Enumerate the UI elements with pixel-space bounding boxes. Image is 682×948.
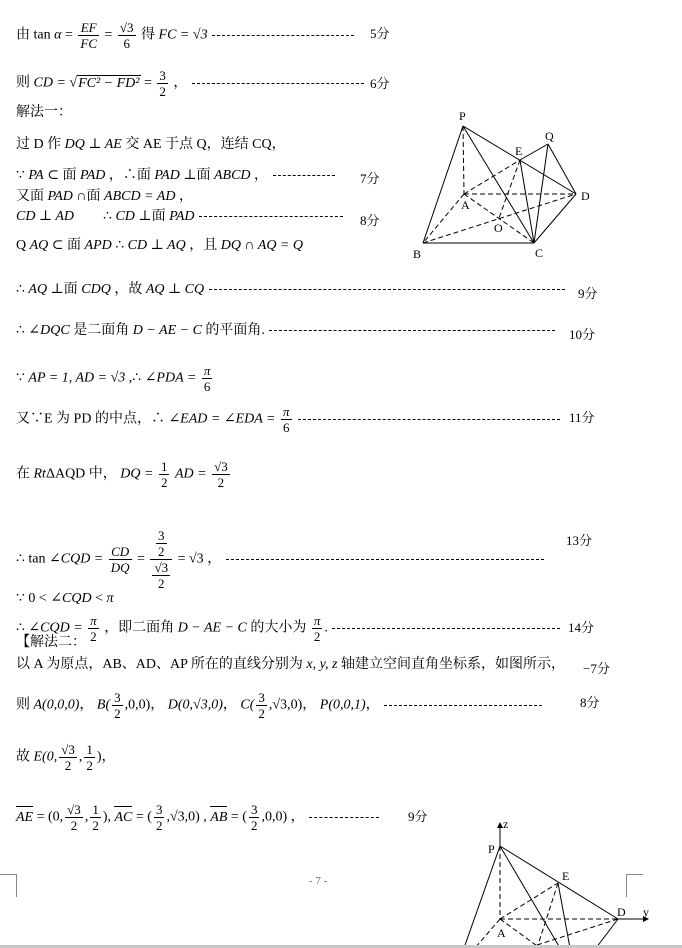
text: tan xyxy=(33,27,51,43)
text: ，故 xyxy=(114,282,143,297)
text: 过 D 作 xyxy=(16,137,62,152)
edge-PA xyxy=(463,126,464,194)
edge-AB xyxy=(423,194,464,243)
label-Q: Q xyxy=(545,129,554,143)
label-A: A xyxy=(461,198,470,212)
text: = xyxy=(137,551,145,567)
math: ∠CQD xyxy=(50,591,92,606)
fraction-3-2: $\frac{3}{2}$ xyxy=(258,690,265,721)
label-z: z xyxy=(503,817,509,831)
dash-leader xyxy=(298,419,560,420)
text: ， xyxy=(173,75,188,91)
text: < xyxy=(95,591,104,606)
fraction-3-2: $\frac{3}{2}$ xyxy=(250,802,258,833)
fraction-ef-fc: $\frac{EF}{FC}$ xyxy=(80,20,97,51)
label-D: D xyxy=(617,905,626,919)
line-16: ∴ ∠CQD = $\frac{\pi}{2}$ ，即二面角 D − AE − C 的大小为 $\frac{\pi}{2}$ . xyxy=(16,613,561,644)
point-B: B( xyxy=(96,697,111,713)
label-P: P xyxy=(488,842,495,856)
edge-PB xyxy=(464,846,500,948)
edge-PB xyxy=(423,126,463,243)
edge-QD xyxy=(548,144,576,194)
text: ,∴ xyxy=(128,370,142,386)
line-14 xyxy=(16,528,545,591)
line-6 xyxy=(16,188,193,206)
text: ∵ xyxy=(16,370,25,386)
math: α xyxy=(54,27,62,43)
fraction-1-2: $\frac{1}{2}$ xyxy=(160,459,168,490)
math: π xyxy=(106,591,114,606)
line-2 xyxy=(16,68,365,99)
line-4 xyxy=(16,136,286,154)
math: CD ⊥ AD xyxy=(16,209,75,224)
fraction-sqrt3-6: $\frac{√3}{6}$ xyxy=(119,20,134,51)
fraction-sqrt3-2: $\frac{√3}{2}$ xyxy=(67,802,81,833)
line-18 xyxy=(16,656,565,674)
edge-EC xyxy=(558,883,570,948)
line-15 xyxy=(16,590,114,608)
fraction-1-2: $\frac{1}{2}$ xyxy=(92,802,99,833)
text: Q xyxy=(16,238,27,253)
fraction-pi-6: $\frac{\pi}{6}$ xyxy=(203,363,211,394)
line-5 xyxy=(16,167,336,185)
score-8b: 8分 xyxy=(580,695,600,710)
text: 交 AE 于点 Q，连结 CQ， xyxy=(125,137,286,152)
text: 又面 xyxy=(16,189,44,204)
text: ⊥面 xyxy=(50,282,78,297)
fraction-sqrt3-2: $\frac{√3}{2}$ xyxy=(61,742,75,773)
math: ABCD xyxy=(213,168,251,183)
text: 又∵E 为 PD 的中点，∴ xyxy=(16,411,165,427)
math: PA xyxy=(28,168,44,183)
math: ∠CQD = xyxy=(28,620,83,636)
label-E: E xyxy=(562,869,570,883)
text: 故 xyxy=(16,749,30,765)
fraction-cd-dq: $\frac{CD}{DQ}$ xyxy=(110,544,130,575)
text: ∵ xyxy=(16,168,25,183)
math: ∠PDA = xyxy=(144,370,197,386)
score-9: 9分 xyxy=(578,286,598,301)
dash-leader xyxy=(273,175,335,176)
text: = xyxy=(104,27,113,43)
math: AQ xyxy=(28,282,48,297)
math: ∠CQD = xyxy=(49,551,104,567)
line-21: AE = (0, $\frac{√3}{2}$ , $\frac{1}{2}$ ), AC = ( $\frac{3}{2}$ ,√3,0) , AB = ( $\frac{3}{2}$ ,0,0) ， xyxy=(16,802,380,833)
math: AP = 1, AD = √3 xyxy=(28,370,126,386)
score-6: 6分 xyxy=(370,76,390,91)
math: AQ xyxy=(29,238,49,253)
edge-EQ xyxy=(520,144,548,160)
fraction-1-2: $\frac{1}{2}$ xyxy=(86,742,93,773)
coordinate-figure-2 xyxy=(440,810,682,948)
math: ∠DQC xyxy=(28,323,70,338)
dash-leader xyxy=(209,289,565,290)
score-11: 11分 xyxy=(569,410,595,425)
math: CD xyxy=(115,209,135,224)
point-C: C( xyxy=(240,697,255,713)
text: ΔAQD 中， xyxy=(45,466,117,482)
text: ， xyxy=(254,168,269,183)
text: 轴建立空间直角坐标系，如图所示， xyxy=(341,657,565,672)
edge-EO xyxy=(537,883,558,948)
edge-BD xyxy=(423,194,576,243)
text: 的大小为 xyxy=(250,620,307,636)
dash-leader xyxy=(192,83,364,84)
complex-fraction: $\frac{\frac{3}{2}}{\frac{√3}{2}}$ xyxy=(150,528,172,591)
method-two-heading: 【解法二： xyxy=(16,635,86,650)
fraction-pi-2: $\frac{\pi}{2}$ xyxy=(313,613,321,644)
score-10: 10分 xyxy=(569,327,596,342)
text: 以 A 为原点，AB、AD、AP 所在的直线分别为 xyxy=(16,657,303,672)
math: CD = xyxy=(33,75,66,91)
label-A: A xyxy=(497,926,506,940)
text: ⊥面 xyxy=(183,168,211,183)
edge-DC xyxy=(596,919,618,948)
fraction-3-2: $\frac{3}{2}$ xyxy=(155,802,163,833)
edge-AE xyxy=(500,883,558,919)
math: PAD xyxy=(79,168,106,183)
text: 在 xyxy=(16,466,30,482)
edge-BD xyxy=(537,919,618,945)
text: ∴ tan xyxy=(16,551,46,567)
fraction-sqrt3-2: $\frac{√3}{2}$ xyxy=(214,459,228,490)
label-P: P xyxy=(459,109,466,123)
math: Rt xyxy=(33,466,46,482)
score-13: 13分 xyxy=(566,533,593,548)
text: = xyxy=(144,75,152,91)
math: PAD xyxy=(47,189,73,204)
score-8: 8分 xyxy=(360,213,380,228)
math: D − AE − C xyxy=(177,620,247,636)
math: CD ⊥ AQ xyxy=(127,238,186,253)
math: x, y, z xyxy=(306,657,338,672)
edge-AE xyxy=(464,160,520,194)
point-A: A(0,0,0) xyxy=(33,697,80,713)
vector-AC: AC xyxy=(114,809,133,825)
text: ， xyxy=(178,189,193,204)
text: = xyxy=(64,27,73,43)
math: DQ ⊥ AE xyxy=(64,137,122,152)
text: ， xyxy=(207,551,222,567)
text: ⊥面 xyxy=(138,209,166,224)
page-number: - 7 - xyxy=(309,875,328,887)
vector-AE: AE xyxy=(16,809,34,825)
line-1 xyxy=(16,20,355,51)
edge-AC xyxy=(500,919,540,948)
point-P: P(0,0,1) xyxy=(319,697,366,713)
text: ∴ xyxy=(16,282,25,297)
line-19: 则 A(0,0,0)， B( $\frac{3}{2}$ ,0,0)， D(0,√3,0)， C( $\frac{3}{2}$ ,√3,0)， P(0,0,1)， xyxy=(16,690,543,721)
math: PAD xyxy=(154,168,180,183)
math: AD = xyxy=(174,466,207,482)
math: ∠EAD = ∠EDA = xyxy=(168,411,276,427)
text: 是二面角 xyxy=(73,323,130,338)
text: ，∴面 xyxy=(108,168,151,183)
method-one-heading: 解法一： xyxy=(16,105,72,120)
score-9b: 9分 xyxy=(408,809,428,824)
text: 得 xyxy=(141,27,156,43)
text: ⊂ 面 xyxy=(51,238,82,253)
line-13 xyxy=(16,459,232,490)
math: D − AE − C xyxy=(132,323,202,338)
point-D: D(0,√3,0) xyxy=(167,697,223,713)
fraction-3-2: $\frac{3}{2}$ xyxy=(114,690,121,721)
edge-AC xyxy=(464,194,534,243)
label-E: E xyxy=(515,144,523,158)
text: 的平面角. xyxy=(205,323,265,338)
text: ∴ xyxy=(103,209,112,224)
text: ∩面 xyxy=(76,189,101,204)
score-7b: −7分 xyxy=(583,661,610,676)
fraction-pi-6: $\frac{\pi}{6}$ xyxy=(282,404,290,435)
edge-PC xyxy=(500,846,560,948)
math: DQ ∩ AQ = Q xyxy=(220,238,304,253)
label-C: C xyxy=(535,246,544,260)
text: ∴ xyxy=(16,620,25,636)
label-y: y xyxy=(643,905,649,919)
math: PAD xyxy=(169,209,195,224)
sqrt-expression: √FC² − FD² xyxy=(69,75,140,91)
dash-leader xyxy=(226,559,544,560)
text: ∵ 0 < xyxy=(16,591,47,606)
label-B: B xyxy=(413,247,422,261)
fraction-pi-2: $\frac{\pi}{2}$ xyxy=(90,613,97,644)
vector-AB: AB xyxy=(210,809,228,825)
math: = √3 xyxy=(177,551,204,567)
fraction-3-2: $\frac{3}{2}$ xyxy=(159,68,166,99)
point-E: E(0, xyxy=(33,749,58,765)
pyramid-figure-1 xyxy=(405,100,605,270)
line-7 xyxy=(16,208,344,226)
math: FC = √3 xyxy=(158,27,208,43)
page-corner-mark-left xyxy=(0,874,17,897)
line-10 xyxy=(16,322,556,340)
score-14: 14分 xyxy=(568,620,595,635)
text: ，且 xyxy=(189,238,218,253)
dash-leader xyxy=(309,817,379,818)
line-9 xyxy=(16,281,566,299)
line-11 xyxy=(16,363,214,394)
dash-leader xyxy=(269,330,555,331)
math: DQ = xyxy=(120,466,154,482)
line-12 xyxy=(16,404,561,435)
text: ∴ xyxy=(16,323,25,338)
dash-leader xyxy=(384,705,542,706)
text: 则 xyxy=(16,75,30,91)
text: 由 xyxy=(16,27,30,43)
line-8 xyxy=(16,237,303,255)
math: CDQ xyxy=(81,282,111,297)
line-20: 故 E(0, $\frac{√3}{2}$ , $\frac{1}{2}$ )， xyxy=(16,742,116,773)
text: ，即二面角 xyxy=(104,620,175,636)
math: ABCD = AD xyxy=(104,189,176,204)
text: 则 xyxy=(16,697,30,713)
edge-EO xyxy=(499,160,520,218)
score-5: 5分 xyxy=(370,26,390,41)
text: ⊂ 面 xyxy=(47,168,77,183)
dash-leader xyxy=(332,628,560,629)
label-D: D xyxy=(581,189,590,203)
score-7: 7分 xyxy=(360,171,380,186)
math: AQ ⊥ CQ xyxy=(145,282,205,297)
math: APD xyxy=(84,238,112,253)
label-O: O xyxy=(494,221,503,235)
dash-leader xyxy=(212,35,354,36)
dash-leader xyxy=(199,216,343,217)
text: ∴ xyxy=(115,238,125,253)
